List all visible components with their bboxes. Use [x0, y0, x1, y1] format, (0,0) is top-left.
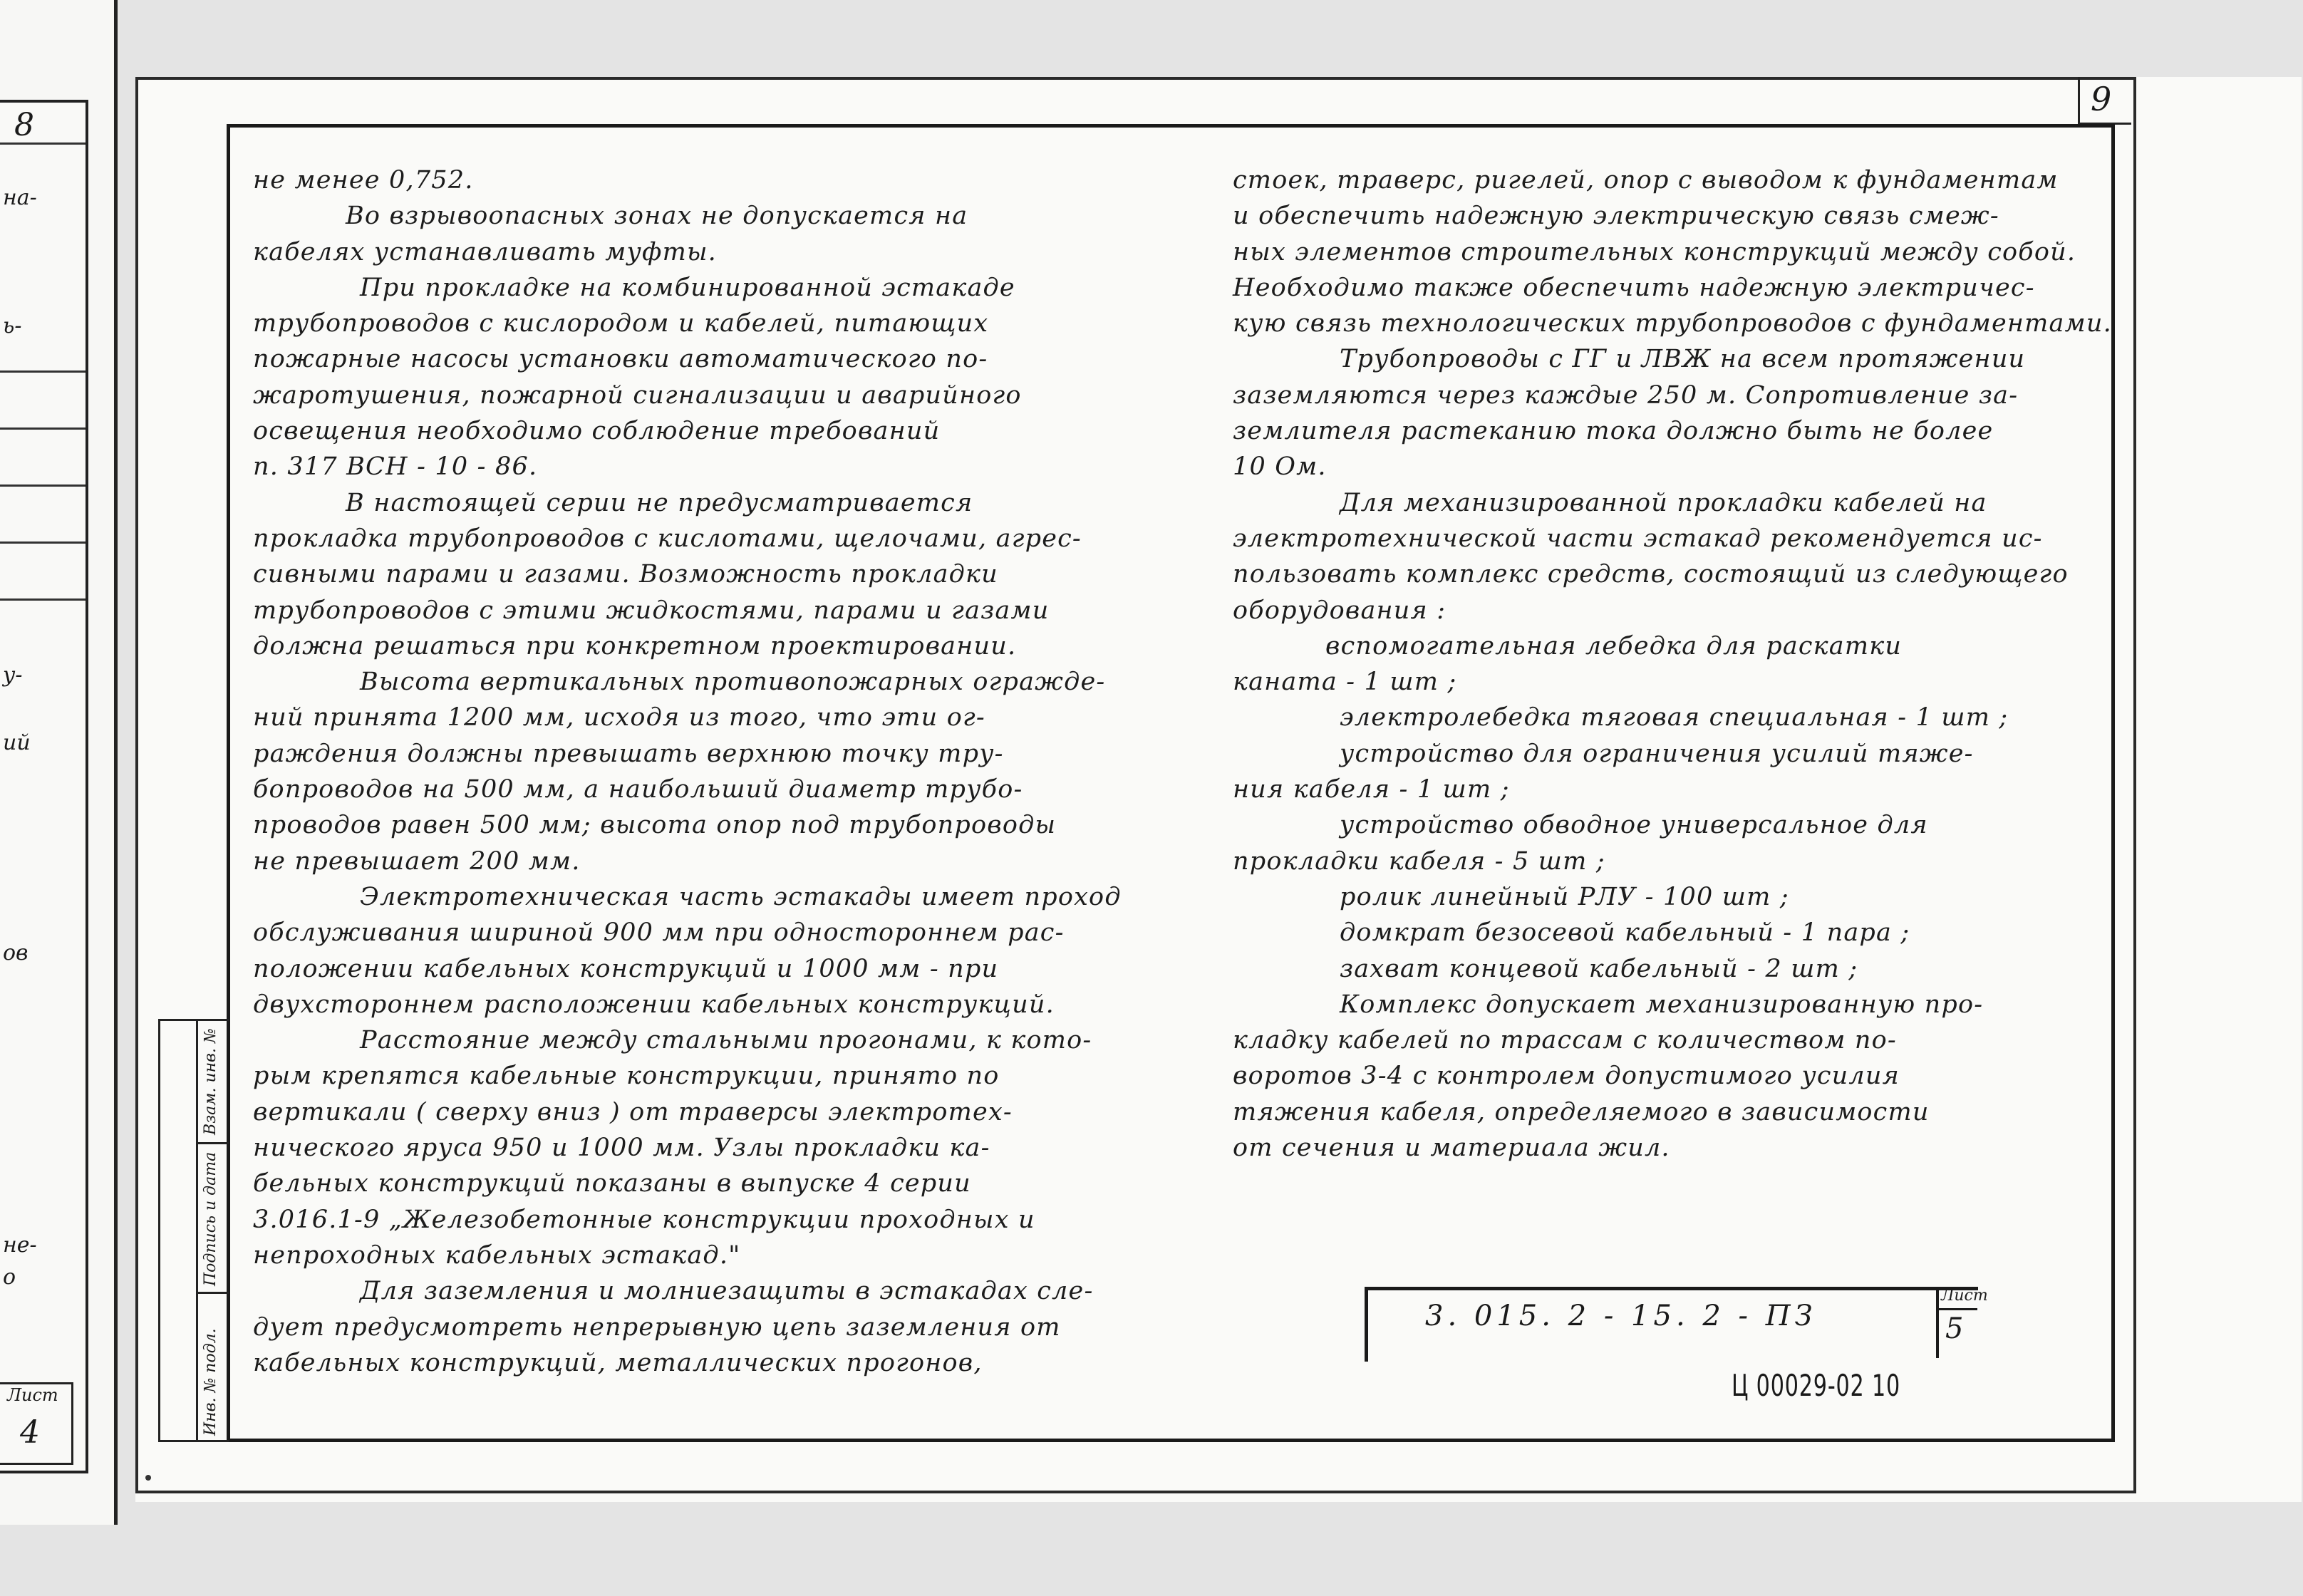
text-line: нического яруса 950 и 1000 мм. Узлы прокладки ка- [253, 1134, 990, 1163]
text-line: кую связь технологических трубопроводов с фундаментами. [1233, 309, 2112, 338]
text-line: обслуживания шириной 900 мм при одностороннем рас- [253, 918, 1065, 948]
text-line: Электротехническая часть эстакады имеет проход [360, 882, 1122, 911]
text-line: бопроводов на 500 мм, а наибольший диаметр трубо- [253, 775, 1023, 804]
stamp-divider [196, 1021, 198, 1440]
sheet-number: 5 [1945, 1312, 1964, 1345]
text-fragment: на- [3, 185, 37, 210]
previous-sheet-label: Лист [7, 1385, 58, 1405]
text-fragment: ь- [3, 314, 22, 338]
text-fragment: не- [3, 1233, 37, 1258]
text-line: При прокладке на комбинированной эстакаде [360, 273, 1015, 302]
divider [0, 370, 86, 373]
text-fragment: ий [3, 730, 31, 755]
text-line: дует предусмотреть непрерывную цепь заземления от [253, 1312, 1061, 1342]
text-line: жаротушения, пожарной сигнализации и аварийного [253, 380, 1022, 410]
divider [0, 428, 86, 430]
document-code: 3. 015. 2 - 15. 2 - ПЗ [1425, 1300, 1817, 1332]
divider [0, 542, 86, 544]
list-item: ния кабеля - 1 шт ; [1233, 775, 1510, 804]
text-line: и обеспечить надежную электрическую связь смеж- [1233, 202, 1999, 231]
text-line: В настоящей серии не предусматривается [346, 488, 973, 517]
divider [0, 142, 86, 145]
list-item: электролебедка тяговая специальная - 1 шт ; [1340, 703, 2009, 732]
text-line: землителя растеканию тока должно быть не более [1233, 417, 1994, 446]
previous-page-edge [0, 0, 118, 1525]
text-line: Во взрывоопасных зонах не допускается на [346, 202, 968, 231]
page-number: 9 [2091, 80, 2112, 118]
text-line: не превышает 200 мм. [253, 846, 581, 876]
text-line: 3.016.1-9 „Железобетонные конструкции проходных и [253, 1205, 1035, 1234]
text-line: кабелях устанавливать муфты. [253, 237, 717, 266]
text-line: пользовать комплекс средств, состоящий из следующего [1233, 560, 2069, 589]
text-line: кладку кабелей по трассам с количеством по- [1233, 1026, 1897, 1055]
text-fragment: у- [3, 663, 23, 688]
text-line: двухстороннем расположении кабельных конструкций. [253, 990, 1055, 1019]
divider [0, 598, 86, 601]
text-line: ных элементов строительных конструкций между собой. [1233, 237, 2076, 266]
text-line: заземляются через каждые 250 м. Сопротивление за- [1233, 380, 2019, 410]
list-item: устройство обводное универсальное для [1340, 811, 1928, 840]
text-line: рым крепятся кабельные конструкции, принято по [253, 1062, 1000, 1091]
text-line: освещения необходимо соблюдение требований [253, 417, 941, 446]
text-line: воротов 3-4 с контролем допустимого усилия [1233, 1062, 1900, 1091]
text-line: должна решаться при конкретном проектировании. [253, 631, 1017, 660]
stamp-divider [196, 1292, 229, 1294]
text-line: раждения должны превышать верхнюю точку тру- [253, 739, 1004, 768]
archive-code: Ц 00029-02 10 [1732, 1368, 1901, 1403]
text-line: вертикали ( сверху вниз ) от траверсы электротех- [253, 1097, 1013, 1126]
text-line: Необходимо также обеспечить надежную электричес- [1233, 273, 2035, 302]
scan-speck [145, 1475, 151, 1481]
text-line: электротехнической части эстакад рекомендуется ис- [1233, 524, 2043, 553]
stamp-label-inv: Инв. № подл. [202, 1328, 219, 1436]
stamp-label-sign: Подпись и дата [202, 1151, 219, 1286]
list-item: ролик линейный РЛУ - 100 шт ; [1340, 882, 1789, 911]
text-line: бельных конструкций показаны в выпуске 4 серии [253, 1169, 971, 1198]
text-line: 10 Ом. [1233, 452, 1327, 482]
previous-sheet-number: 4 [20, 1414, 40, 1451]
text-line: Расстояние между стальными прогонами, к кото- [360, 1026, 1092, 1055]
list-item: вспомогательная лебедка для раскатки [1325, 631, 1903, 660]
text-line: кабельных конструкций, металлических прогонов, [253, 1348, 983, 1377]
text-line: положении кабельных конструкций и 1000 мм - при [253, 954, 999, 983]
text-line: оборудования : [1233, 596, 1447, 625]
text-line: не менее 0,752. [253, 166, 474, 195]
text-line: Для заземления и молниезащиты в эстакадах сле- [360, 1277, 1094, 1306]
text-line: Высота вертикальных противопожарных огражде- [360, 668, 1106, 697]
stamp-label-vzam: Взам. инв. № [202, 1028, 219, 1135]
text-line: прокладка трубопроводов с кислотами, щелочами, агрес- [253, 524, 1082, 553]
text-line: от сечения и материала жил. [1233, 1134, 1670, 1163]
text-fragment: ов [3, 940, 29, 965]
text-line: Трубопроводы с ГГ и ЛВЖ на всем протяжении [1340, 345, 2026, 374]
list-item: каната - 1 шт ; [1233, 668, 1457, 697]
right-text-column [1233, 162, 2112, 1166]
text-line: Комплекс допускает механизированную про- [1340, 990, 1984, 1019]
text-line: сивными парами и газами. Возможность прокладки [253, 560, 998, 589]
divider [0, 484, 86, 487]
list-item: захват концевой кабельный - 2 шт ; [1340, 954, 1858, 983]
list-item: прокладки кабеля - 5 шт ; [1233, 846, 1605, 876]
text-line: проводов равен 500 мм; высота опор под трубопроводы [253, 811, 1057, 840]
stamp-divider [196, 1142, 229, 1144]
text-line: трубопроводов с кислородом и кабелей, питающих [253, 309, 989, 338]
approval-stamp-strip [158, 1019, 229, 1442]
text-line: стоек, траверс, ригелей, опор с выводом к фундаментам [1233, 166, 2059, 195]
sheet-label: Лист [1941, 1287, 1988, 1305]
text-fragment: о [3, 1265, 16, 1290]
text-line: п. 317 ВСН - 10 - 86. [253, 452, 538, 482]
text-line: пожарные насосы установки автоматического по- [253, 345, 988, 374]
text-line: непроходных кабельных эстакад." [253, 1240, 741, 1270]
previous-page-number: 8 [14, 107, 34, 143]
text-line: трубопроводов с этими жидкостями, парами и газами [253, 596, 1050, 625]
text-line: Для механизированной прокладки кабелей на [1340, 488, 1987, 517]
text-line: тяжения кабеля, определяемого в зависимости [1233, 1097, 1930, 1126]
list-item: устройство для ограничения усилий тяже- [1340, 739, 1974, 768]
list-item: домкрат безосевой кабельный - 1 пара ; [1340, 918, 1910, 948]
left-text-column [253, 162, 1122, 1381]
text-line: ний принята 1200 мм, исходя из того, что эти ог- [253, 703, 985, 732]
